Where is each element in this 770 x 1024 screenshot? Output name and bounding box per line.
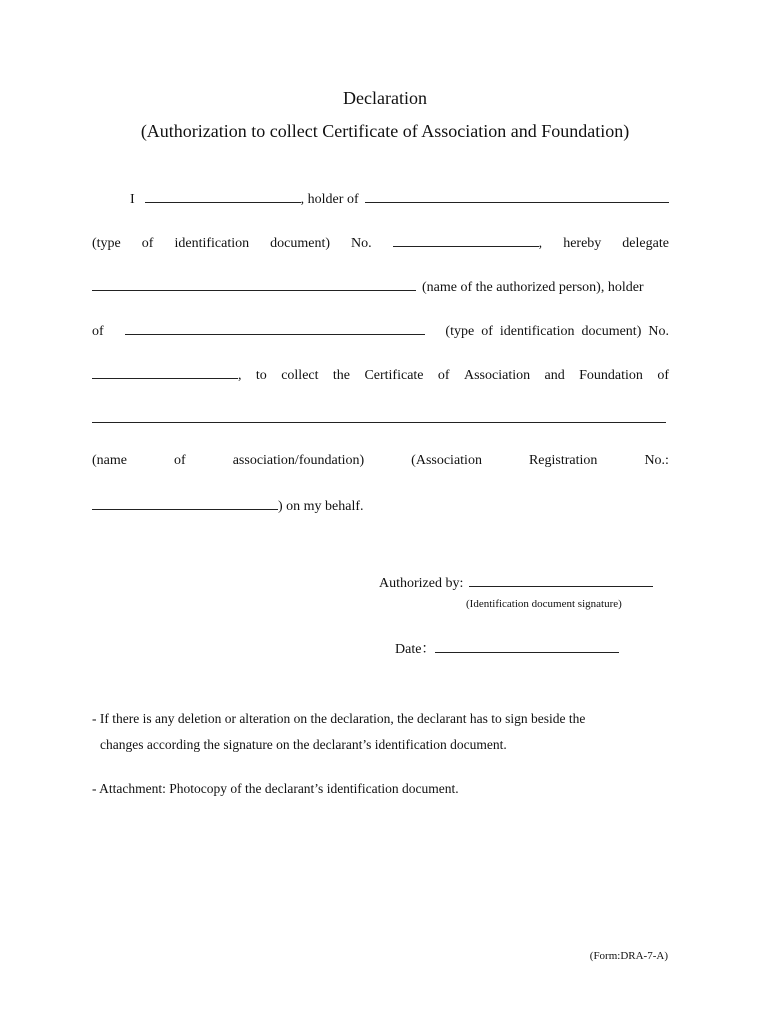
page-title: Declaration bbox=[343, 88, 427, 108]
declarant-name-field[interactable] bbox=[145, 190, 301, 203]
authorized-id-type-field[interactable] bbox=[125, 322, 425, 335]
text-word: identification bbox=[174, 236, 250, 251]
text-word: Registration bbox=[528, 453, 598, 468]
text-word: of bbox=[174, 453, 186, 468]
text-word: Certificate bbox=[364, 368, 424, 383]
id-type-number-label: (type of identification document) No. bbox=[445, 324, 669, 339]
date-field[interactable] bbox=[435, 640, 619, 653]
declarant-line bbox=[130, 190, 669, 210]
authorized-person-label: (name of the authorized person), holder bbox=[422, 280, 644, 295]
holder-of-label: , holder of bbox=[300, 192, 359, 207]
text-word: and bbox=[544, 368, 565, 383]
note-alteration: - If there is any deletion or alteration on the declaration, the declarant has to sign beside the bbox=[92, 711, 586, 726]
text-word: collect bbox=[281, 368, 319, 383]
text-word: (name bbox=[92, 453, 127, 468]
text-word: hereby bbox=[563, 236, 602, 251]
pronoun-label: I bbox=[130, 192, 135, 207]
association-registration-line bbox=[92, 453, 669, 473]
authorized-person-name-field[interactable] bbox=[92, 278, 416, 291]
text-word: document) bbox=[270, 236, 331, 251]
on-behalf-label: ) on my behalf. bbox=[278, 499, 364, 514]
of-label: of bbox=[92, 324, 104, 339]
id-number-line bbox=[92, 234, 669, 254]
collect-certificate-line bbox=[92, 366, 669, 386]
authorized-id-number-field[interactable] bbox=[92, 366, 238, 379]
authorized-by-label: Authorized by: bbox=[379, 576, 464, 591]
text-word: of bbox=[657, 368, 669, 383]
signature-field[interactable] bbox=[469, 574, 653, 587]
authorized-person-line bbox=[92, 278, 669, 298]
note-alteration-cont: changes according the signature on the declarant’s identification document. bbox=[100, 737, 507, 752]
authorized-id-number-group bbox=[92, 366, 242, 384]
date-label: Date： bbox=[395, 642, 436, 657]
declarant-id-type-field[interactable] bbox=[365, 190, 669, 203]
text-word: (type bbox=[92, 236, 121, 251]
association-name-field[interactable] bbox=[92, 410, 666, 423]
text-word: of bbox=[141, 236, 154, 251]
note-attachment: - Attachment: Photocopy of the declarant’s identification document. bbox=[92, 781, 459, 796]
signature-caption: (Identification document signature) bbox=[466, 598, 622, 610]
text-word: delegate bbox=[622, 236, 669, 251]
text-word: (Association bbox=[411, 453, 482, 468]
date-row bbox=[395, 638, 619, 658]
declarant-id-number-field[interactable] bbox=[393, 234, 539, 247]
id-number-group bbox=[393, 234, 543, 252]
authorized-id-type-line bbox=[92, 322, 669, 342]
text-word: Association bbox=[464, 368, 531, 383]
page-subtitle: (Authorization to collect Certificate of Association and Foundation) bbox=[140, 121, 630, 141]
text-word: Foundation bbox=[579, 368, 643, 383]
registration-number-line bbox=[92, 497, 669, 517]
text-word: No. bbox=[351, 236, 372, 251]
comma-label: , bbox=[538, 236, 543, 251]
text-word: of bbox=[437, 368, 450, 383]
text-word: association/foundation) bbox=[232, 453, 365, 468]
text-word: the bbox=[332, 368, 351, 383]
registration-number-field[interactable] bbox=[92, 497, 278, 510]
authorized-by-row bbox=[379, 574, 653, 592]
association-name-line bbox=[92, 410, 666, 430]
form-code: (Form:DRA-7-A) bbox=[589, 950, 668, 962]
comma-label: , bbox=[238, 368, 242, 383]
text-word: to bbox=[255, 368, 267, 383]
text-word: No.: bbox=[644, 453, 669, 468]
